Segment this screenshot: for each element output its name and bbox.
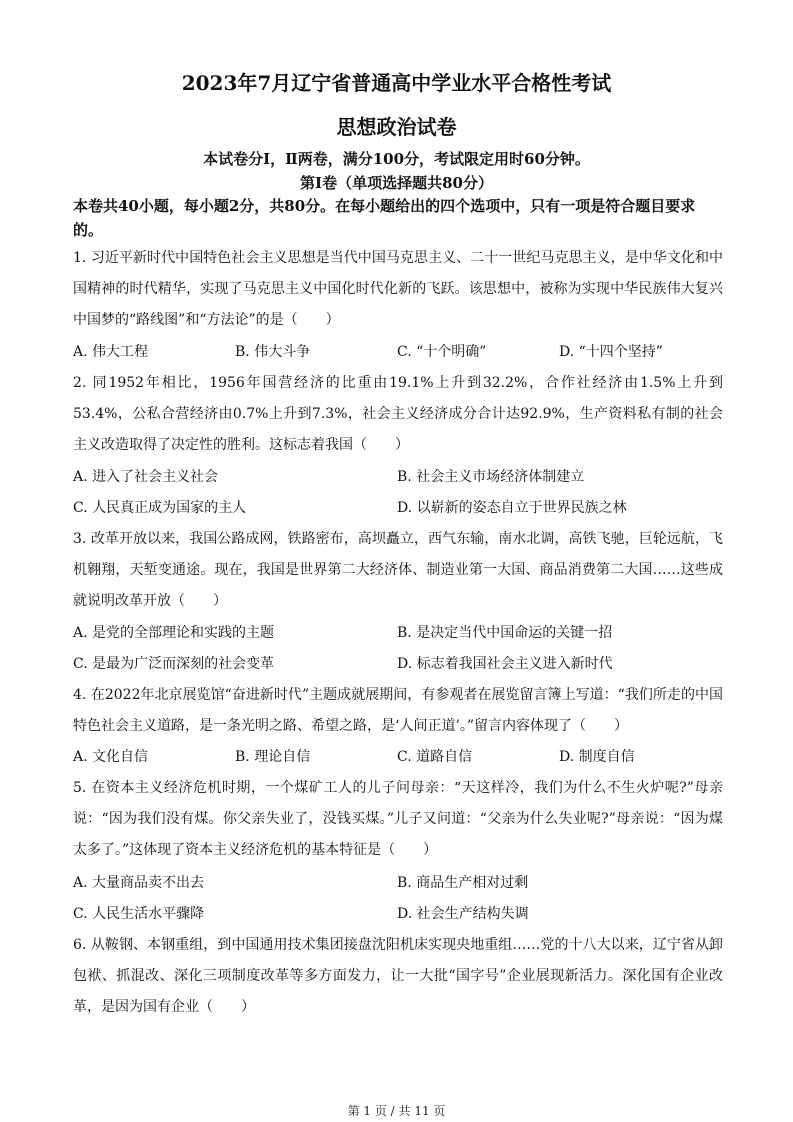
question-2-option-b: B. 社会主义市场经济体制建立 <box>397 469 585 485</box>
exam-subtitle: 思想政治试卷 <box>336 115 457 139</box>
question-4-options <box>73 746 723 768</box>
question-1-options <box>73 341 723 363</box>
section-heading: 第Ⅰ卷（单项选择题共80分） <box>300 174 493 192</box>
question-4-option-a: A. 文化自信 <box>73 749 149 765</box>
exam-title: 2023年7月辽宁省普通高中学业水平合格性考试 <box>181 71 612 95</box>
question-3-option-c: C. 是最为广泛而深刻的社会变革 <box>73 656 275 672</box>
question-4-option-b: B. 理论自信 <box>235 749 311 765</box>
question-3-option-b: B. 是决定当代中国命运的关键一招 <box>397 625 613 641</box>
question-6-text: 6. 从鞍钢、本钢重组，到中国通用技术集团接盘沈阳机床实现央地重组……党的十八大以来，辽宁省从卸包袱、抓混改、深化三项制度改革等多方面发力，让一大批“国字号”企业展现新活力。深化国有企业改革，是因为国有企业（ ） <box>73 937 723 1015</box>
question-1-option-a: A. 伟大工程 <box>73 344 149 360</box>
question-3-options-row-2 <box>73 653 723 675</box>
section-instructions: 本卷共40小题，每小题2分，共80分。在每小题给出的四个选项中，只有一项是符合题目要求的。 <box>73 197 696 239</box>
question-1-option-b: B. 伟大斗争 <box>235 344 311 360</box>
question-4-option-d: D. 制度自信 <box>559 749 635 765</box>
question-1-option-d: D. “十四个坚持” <box>559 344 663 360</box>
question-5-options-row-1 <box>73 872 723 894</box>
question-3-options-row-1 <box>73 622 723 644</box>
question-4-text: 4. 在2022年北京展览馆“奋进新时代”主题成就展期间，有参观者在展览留言簿上写道：“我们所走的中国特色社会主义道路，是一条光明之路、希望之路，是‘人间正道’。”留言内容体现了（ ） <box>73 687 723 734</box>
question-2-options-row-1 <box>73 466 723 488</box>
question-2-text: 2. 同1952年相比，1956年国营经济的比重由19.1%上升到32.2%，合作社经济由1.5%上升到53.4%，公私合营经济由0.7%上升到7.3%，社会主义经济成分合计达92.9%，生产资料私有制的社会主义改造取得了决定性的胜利。这标志着我国（ ） <box>73 375 723 453</box>
question-2-option-c: C. 人民真正成为国家的主人 <box>73 500 247 516</box>
question-5-text: 5. 在资本主义经济危机时期，一个煤矿工人的儿子问母亲：“天这样冷，我们为什么不生火炉呢?”母亲说：“因为我们没有煤。你父亲失业了，没钱买煤。”儿子又问道：“父亲为什么失业呢?”母亲说：“因为煤太多了。”这体现了资本主义经济危机的基本特征是（ ） <box>73 780 723 858</box>
exam-note: 本试卷分Ⅰ，Ⅱ两卷，满分100分，考试限定用时60分钟。 <box>203 150 590 168</box>
question-2-option-d: D. 以崭新的姿态自立于世界民族之林 <box>397 500 627 516</box>
question-3-text: 3. 改革开放以来，我国公路成网，铁路密布，高坝矗立，西气东输，南水北调，高铁飞驰，巨轮远航，飞机翱翔，天堑变通途。现在，我国是世界第二大经济体、制造业第一大国、商品消费第二大国……这些成就说明改革开放（ ） <box>73 531 723 609</box>
question-2-options-row-2 <box>73 497 723 519</box>
question-4-option-c: C. 道路自信 <box>397 749 473 765</box>
question-3-option-d: D. 标志着我国社会主义进入新时代 <box>397 656 613 672</box>
question-1-text: 1. 习近平新时代中国特色社会主义思想是当代中国马克思主义、二十一世纪马克思主义，是中华文化和中国精神的时代精华，实现了马克思主义中国化时代化新的飞跃。该思想中，被称为实现中华民族伟大复兴中国梦的“路线图”和“方法论”的是（ ） <box>73 250 723 328</box>
question-5-option-c: C. 人民生活水平骤降 <box>73 906 205 922</box>
question-5-options-row-2 <box>73 903 723 925</box>
page-number: 第 1 页 / 共 11 页 <box>347 1104 446 1118</box>
question-3-option-a: A. 是党的全部理论和实践的主题 <box>73 625 275 641</box>
question-2-option-a: A. 进入了社会主义社会 <box>73 469 219 485</box>
question-5-option-d: D. 社会生产结构失调 <box>397 906 529 922</box>
question-5-option-a: A. 大量商品卖不出去 <box>73 875 205 891</box>
question-1-option-c: C. “十个明确” <box>397 344 487 360</box>
question-5-option-b: B. 商品生产相对过剩 <box>397 875 529 891</box>
